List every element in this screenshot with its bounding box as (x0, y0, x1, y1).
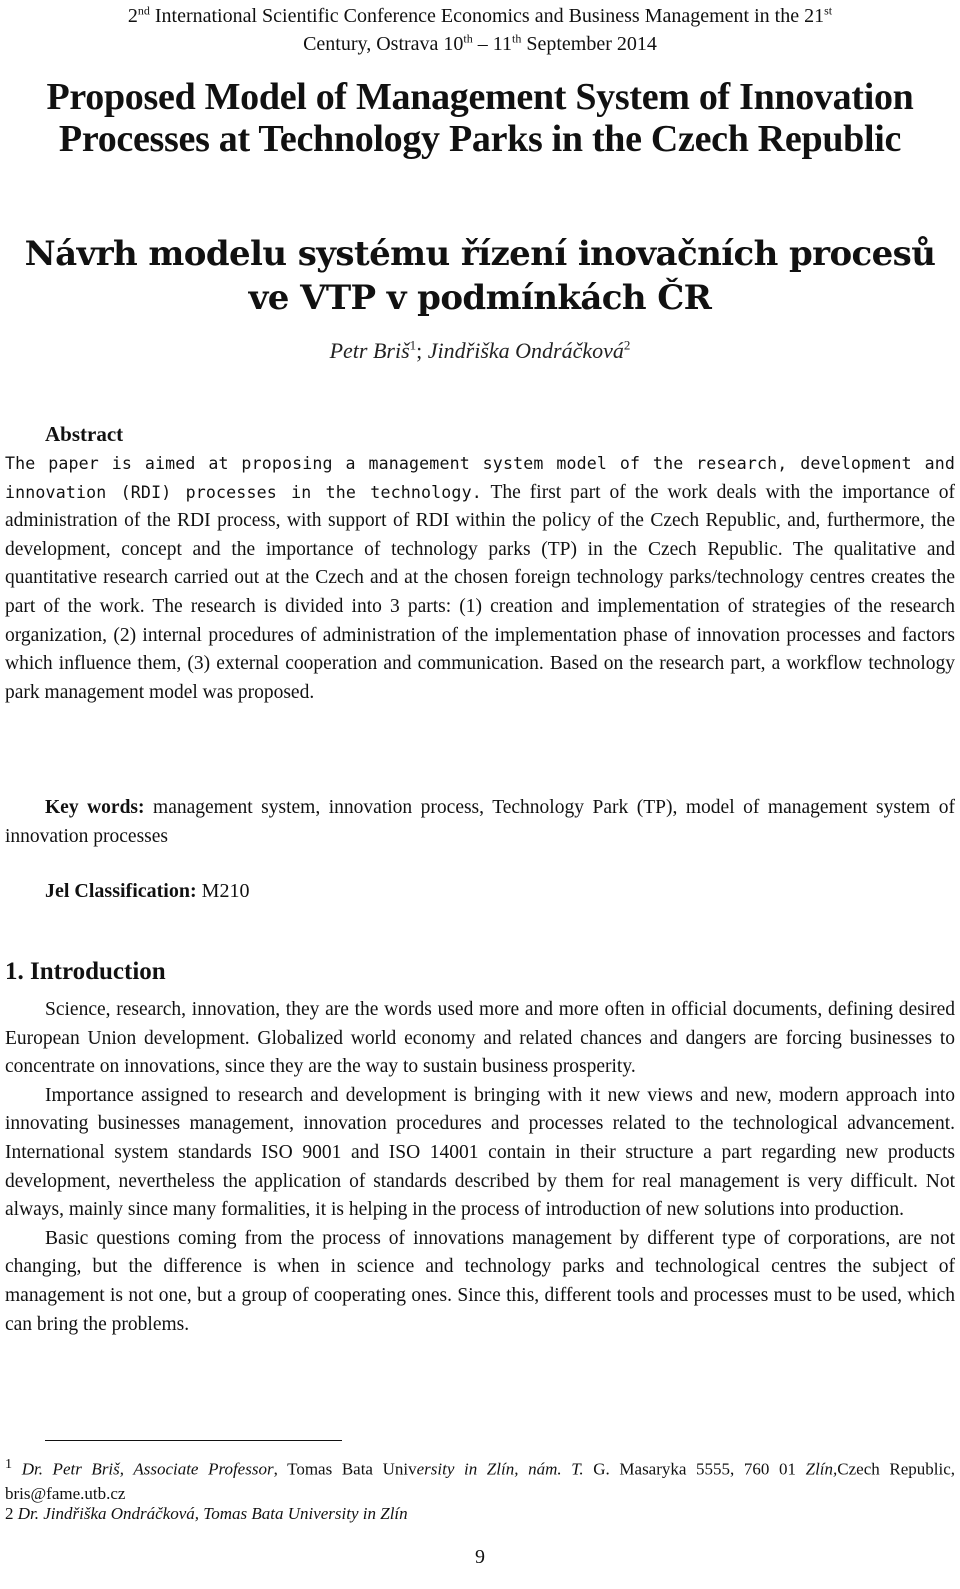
introduction-body (5, 996, 955, 1339)
footnote-2: 2 Dr. Jindřiška Ondráčková, Tomas Bata University in Zlín (5, 1504, 408, 1523)
intro-paragraph-2: Importance assigned to research and development is bringing with it new views and new, modern approach into innovating businesses management, innovation procedures and processes related to the technological advancement. International system standards ISO 9001 and ISO 14001 contain in their structure a part regarding new products development, nevertheless the application of standards described by them for real management is very difficult. Not always, mainly since many formalities, it is helping in the process of introduction of new solutions into production. (5, 1084, 955, 1221)
conference-line-1: 2nd International Scientific Conference Economics and Business Management in the 21st (127, 3, 833, 27)
footnote-1: $^1$ Dr. Petr Briš, Associate Professor, Tomas Bata University in Zlín, nám. T. G. Masaryka 5555, 760 01 Zlín,Czech Republic, bris@fame.utb.cz (5, 1456, 955, 1503)
author-1: Petr Briš (329, 338, 410, 363)
abstract-text (5, 450, 955, 707)
keywords-text: management system, innovation process, Technology Park (TP), model of management system of innovation processes (5, 797, 955, 847)
abstract-heading: Abstract (45, 422, 124, 446)
jel-label: Jel Classification: (45, 880, 197, 902)
conference-line-2: Century, Ostrava 10th – 11th September 2014 (303, 31, 657, 55)
jel-code: M210 (196, 880, 250, 902)
keywords (5, 794, 955, 851)
conference-header (0, 2, 960, 58)
author-2: Jindřiška Ondráčková (427, 338, 624, 363)
abstract-rest: The first part of the work deals with the importance of administration of the RDI process, with support of RDI within the policy of the Czech Republic, and, furthermore, the development, concept and the importance of technology parks (TP) in the Czech Republic. The qualitative and quantitative research carried out at the Czech and at the chosen foreign technology parks/technology centres creates the part of the work. The research is divided into 3 parts: (1) creation and implementation of strategies of the research organization, (2) internal procedures of administration of the implementation phase of innovation processes and factors which influence them, (3) external cooperation and communication. Based on the research part, a workflow technology park management model was proposed. (5, 481, 956, 703)
page-number: 9 (475, 1546, 485, 1568)
abstract-monospace-part: The paper is aimed at proposing a management system model of the research, development and innovation (RDI) processes in the technology. (5, 454, 955, 502)
intro-paragraph-1: Science, research, innovation, they are the words used more and more often in official documents, defining desired European Union development. Globalized world economy and related chances and dangers are forcing businesses to concentrate on innovations, since they are the way to sustain business prosperity. (5, 999, 955, 1078)
paper-title-czech: Návrh modelu systému řízení inovačních procesů ve VTP v podmínkách ČR (24, 234, 936, 318)
intro-paragraph-3: Basic questions coming from the process of innovations management by different type of corporations, are not changing, but the difference is when in science and technology parks and technological centres the subject of management is not one, but a group of cooperating ones. Since this, different tools and processes must to be used, which can bring the problems. (5, 1227, 955, 1335)
footnote-rule (45, 1440, 342, 1441)
section-heading-introduction: 1. Introduction (5, 958, 166, 985)
author-line: Petr Briš$^1$; Jindřiška Ondráčková$^2$ (329, 337, 631, 363)
jel-classification (45, 880, 249, 903)
paper-title: Proposed Model of Management System of Innovation Processes at Technology Parks in the Czech Republic (46, 76, 914, 160)
keywords-label: Key words: (45, 797, 145, 818)
